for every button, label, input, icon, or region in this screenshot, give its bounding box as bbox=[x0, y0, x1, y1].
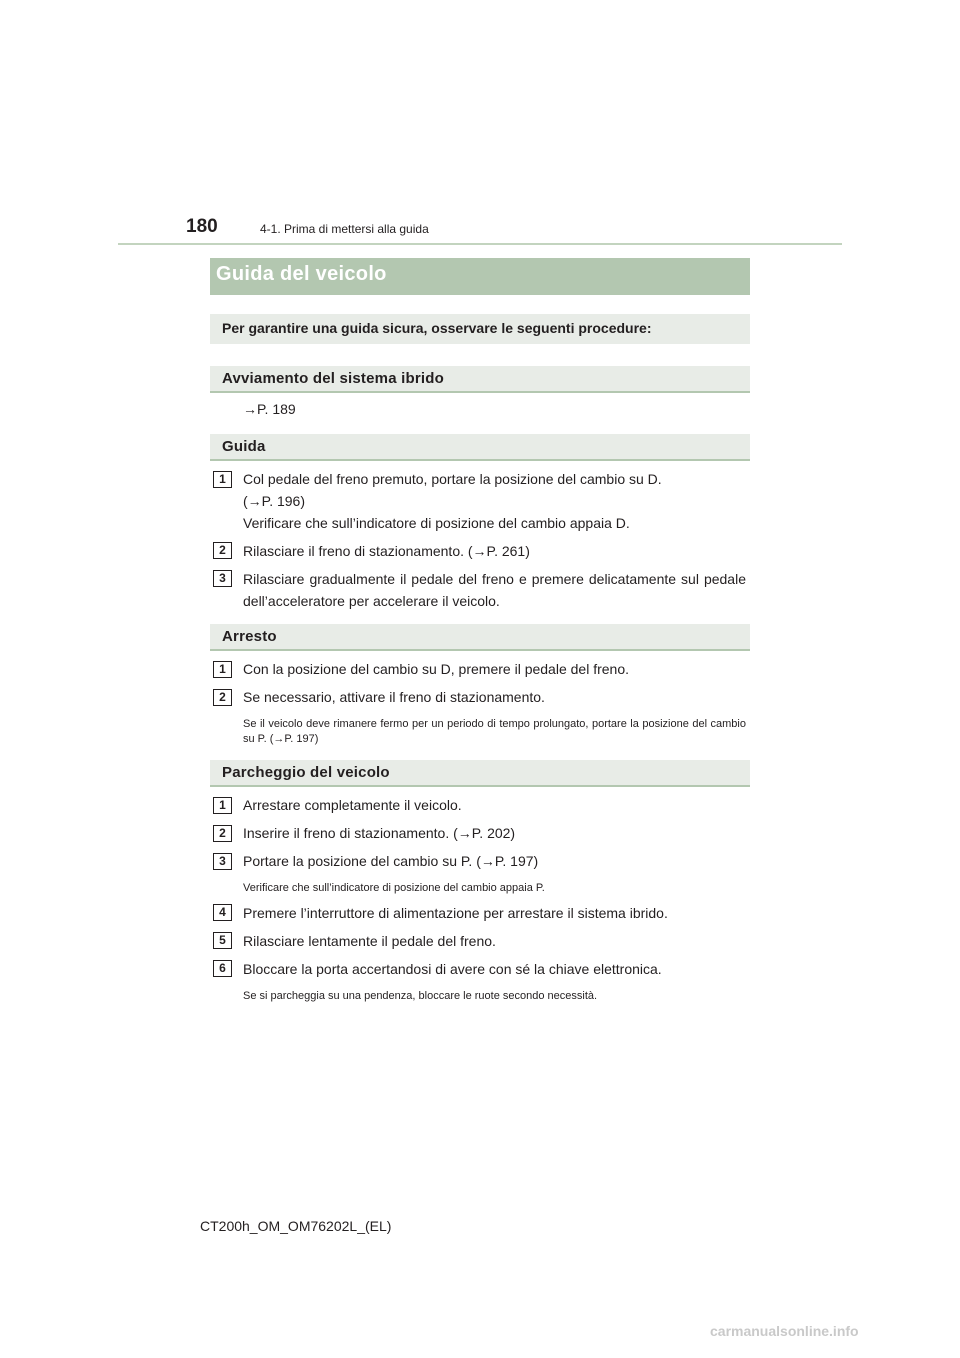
park-step-1: Arrestare completamente il veicolo. bbox=[243, 797, 462, 813]
step-number-badge: 3 bbox=[213, 853, 232, 870]
intro-box bbox=[210, 314, 750, 344]
step-number-badge: 3 bbox=[213, 570, 232, 587]
park-step-4: Premere l’interruttore di alimentazione per arrestare il sistema ibrido. bbox=[243, 905, 668, 921]
drive-step-1-line-2: (→P. 196) bbox=[243, 493, 305, 509]
page-number: 180 bbox=[186, 216, 218, 237]
section-heading-stop-label: Arresto bbox=[222, 628, 277, 645]
drive-step-1-line-1: Col pedale del freno premuto, portare la posizione del cambio su D. bbox=[243, 471, 662, 487]
park-step-6: Bloccare la porta accertandosi di avere con sé la chiave elettronica. bbox=[243, 961, 662, 977]
drive-step-3: Rilasciare gradualmente il pedale del freno e premere delicatamente sul pedale dell’acceleratore per accelerare il veicolo. bbox=[243, 571, 746, 609]
step-number-badge: 2 bbox=[213, 689, 232, 706]
step-number-badge: 1 bbox=[213, 661, 232, 678]
watermark: carmanualsonline.info bbox=[710, 1323, 859, 1339]
stop-step-2: Se necessario, attivare il freno di stazionamento. bbox=[243, 689, 545, 705]
section-heading-park-label: Parcheggio del veicolo bbox=[222, 764, 390, 781]
stop-note: Se il veicolo deve rimanere fermo per un periodo di tempo prolungato, portare la posizione del cambio su P. (→P. 197) bbox=[243, 718, 746, 745]
stop-step-1: Con la posizione del cambio su D, premere il pedale del freno. bbox=[243, 661, 629, 677]
page-title: Guida del veicolo bbox=[216, 263, 387, 285]
step-number-badge: 1 bbox=[213, 471, 232, 488]
drive-step-1 bbox=[243, 468, 746, 534]
park-step-3-note: Verificare che sull’indicatore di posizione del cambio appaia P. bbox=[243, 882, 545, 894]
drive-step-1-line-3: Verificare che sull’indicatore di posizione del cambio appaia D. bbox=[243, 515, 630, 531]
step-number-badge: 1 bbox=[213, 797, 232, 814]
section-heading-start bbox=[210, 366, 750, 393]
document-code: CT200h_OM_OM76202L_(EL) bbox=[200, 1218, 392, 1234]
step-number-badge: 2 bbox=[213, 825, 232, 842]
section-heading-stop bbox=[210, 624, 750, 651]
section-heading-start-label: Avviamento del sistema ibrido bbox=[222, 370, 444, 387]
chapter-reference: 4-1. Prima di mettersi alla guida bbox=[260, 222, 429, 236]
drive-step-2: Rilasciare il freno di stazionamento. (→P. 261) bbox=[243, 543, 530, 559]
park-step-2: Inserire il freno di stazionamento. (→P. 202) bbox=[243, 825, 516, 841]
page-title-bar bbox=[210, 258, 750, 295]
step-number-badge: 5 bbox=[213, 932, 232, 949]
intro-text: Per garantire una guida sicura, osservare le seguenti procedure: bbox=[222, 320, 652, 336]
park-step-3: Portare la posizione del cambio su P. (→P. 197) bbox=[243, 853, 539, 869]
park-final-note: Se si parcheggia su una pendenza, bloccare le ruote secondo necessità. bbox=[243, 990, 598, 1002]
step-number-badge: 4 bbox=[213, 904, 232, 921]
park-step-5: Rilasciare lentamente il pedale del freno. bbox=[243, 933, 496, 949]
step-number-badge: 6 bbox=[213, 960, 232, 977]
section-heading-drive-label: Guida bbox=[222, 438, 266, 455]
page-reference-link[interactable]: →P. 189 bbox=[243, 401, 296, 417]
header-divider bbox=[118, 243, 842, 245]
section-heading-drive bbox=[210, 434, 750, 461]
section-heading-park bbox=[210, 760, 750, 787]
step-number-badge: 2 bbox=[213, 542, 232, 559]
